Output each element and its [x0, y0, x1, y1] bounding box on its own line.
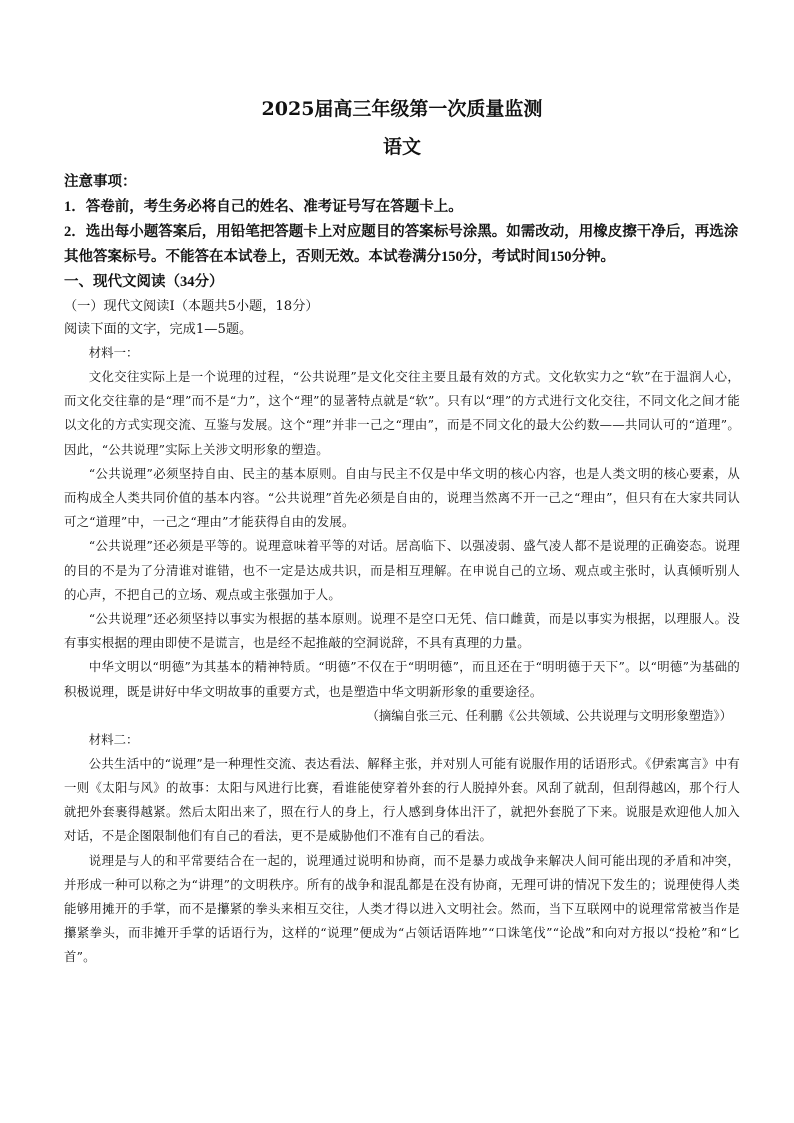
material-one-paragraph: “公共说理”必须坚持自由、民主的基本原则。自由与民主不仅是中华文明的核心内容，也是人类文明的核心要素，从而构成全人类共同价值的基本内容。“公共说理”首先必须是自由的，说理当然离不开一己之“理由”，但只有在大家共同认可之“道理”中，一己之“理由”才能获得自由的发展。: [64, 465, 740, 530]
subject-title: 语文: [382, 136, 421, 158]
notice-heading: 注意事项：: [64, 174, 137, 190]
section-heading: 一、现代文阅读（34分）: [64, 274, 224, 290]
material-two-paragraph: 说理是与人的和平常要结合在一起的，说理通过说明和协商，而不是暴力或战争来解决人间可能出现的矛盾和冲突，并形成一种可以称之为“讲理”的文明秩序。所有的战争和混乱都是在没有协商，无理可讲的情况下发生的；说理使得人类能够用摊开的手掌，而不是攥紧的拳头来相互交往，人类才得以进入文明社会。然而，当下互联网中的说理常常被当作是攥紧拳头，而非摊开手掌的话语行为，这样的“说理”便成为“占领话语阵地”“口诛笔伐”“论战”和向对方报以“投枪”和“匕首”。: [64, 852, 740, 965]
material-two-paragraph: 公共生活中的“说理”是一种理性交流、表达看法、解释主张，并对别人可能有说服作用的话语形式。《伊索寓言》中有一则《太阳与风》的故事：太阳与风进行比赛，看谁能使穿着外套的行人脱掉外套。风刮了就刮，但刮得越凶，那个行人就把外套裹得越紧。然后太阳出来了，照在行人的身上，行人感到身体出汗了，就把外套脱了下来。说服是欢迎他人加入对话，不是企图限制他们有自己的看法，更不是威胁他们不准有自己的看法。: [64, 755, 740, 844]
material-one-source: （摘编自张三元、任利鹏《公共领域、公共说理与文明形象塑造》）: [366, 707, 732, 723]
exam-page: [64, 96, 740, 970]
exam-title: 2025届高三年级第一次质量监测: [261, 98, 543, 120]
notice-item: 2．选出每小题答案后，用铅笔把答题卡上对应题目的答案标号涂黑。如需改动，用橡皮擦干净后，再选涂其他答案标号。不能答在本试卷上，否则无效。本试卷满分150分，考试时间150分钟。: [64, 224, 739, 265]
reading-instruction: 阅读下面的文字，完成1—5题。: [64, 322, 253, 337]
material-one-paragraph: “公共说理”还必须是平等的。说理意味着平等的对话。居高临下、以强凌弱、盛气凌人都不是说理的正确姿态。说理的目的不是为了分清谁对谁错，也不一定是达成共识，而是相互理解。在申说自己的立场、观点或主张时，认真倾听别人的心声，不把自己的立场、观点或主张强加于人。: [64, 538, 740, 602]
material-one-paragraph: 文化交往实际上是一个说理的过程，“公共说理”是文化交往主要且最有效的方式。文化软实力之“软”在于温润人心，而文化交往靠的是“理”而不是“力”，这个“理”的显著特点就是“软”。只有以“理”的方式进行文化交往，不同文化之间才能以文化的方式实现交流、互鉴与发展。这个“理”并非一己之“理由”，而是不同文化的最大公约数——共同认可的“道理”。因此，“公共说理”实际上关涉文明形象的塑造。: [64, 369, 740, 457]
material-one-paragraph: “公共说理”还必须坚持以事实为根据的基本原则。说理不是空口无凭、信口雌黄，而是以事实为根据，以理服人。没有事实根据的理由即使不是谎言，也是经不起推敲的空洞说辞，不具有真理的力量。: [64, 611, 740, 651]
material-two-label: 材料二：: [88, 731, 139, 747]
material-one-label: 材料一：: [88, 345, 139, 360]
notice-item: 1．答卷前，考生务必将自己的姓名、准考证号写在答题卡上。: [64, 199, 463, 215]
material-one-paragraph: 中华文明以“明德”为其基本的精神特质。“明德”不仅在于“明明德”，而且还在于“明明德于天下”。以“明德”为基础的积极说理，既是讲好中华文明故事的重要方式，也是塑造中华文明新形象的重要途径。: [64, 659, 740, 699]
subsection-heading: （一）现代文阅读Ⅰ（本题共5小题，18分）: [64, 299, 319, 314]
